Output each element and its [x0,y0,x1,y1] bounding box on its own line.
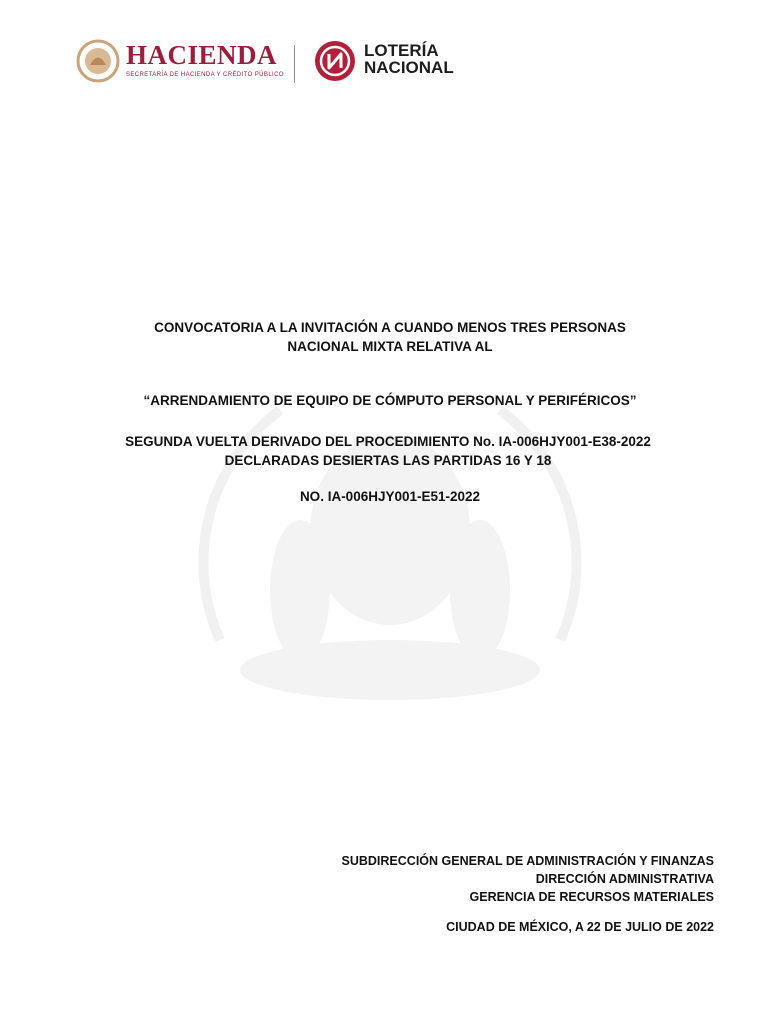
department-line-3: GERENCIA DE RECURSOS MATERIALES [469,890,714,904]
department-line-2: DIRECCIÓN ADMINISTRATIVA [535,872,714,886]
logo-divider [294,45,295,83]
title-line-1: CONVOCATORIA A LA INVITACIÓN A CUANDO MENOS TRES PERSONAS [154,320,626,335]
department-line-1: SUBDIRECCIÓN GENERAL DE ADMINISTRACIÓN Y FINANZAS [341,854,714,868]
title-line-2: NACIONAL MIXTA RELATIVA AL [287,339,493,354]
loteria-word: LOTERÍA [364,41,439,60]
loteria-nacional-logo-icon [314,40,356,82]
procedure-line-2: DECLARADAS DESIERTAS LAS PARTIDAS 16 Y 18 [224,453,552,468]
issuing-department [194,852,714,906]
letterhead [76,38,476,88]
place-and-date: CIUDAD DE MÉXICO, A 22 DE JULIO DE 2022 [446,920,714,934]
loteria-nacional-wordmark [364,42,454,76]
procedure-line-1: SEGUNDA VUELTA DERIVADO DEL PROCEDIMIENTO No. IA-006HJY001-E38-2022 [125,434,651,449]
nacional-word: NACIONAL [364,58,454,77]
hacienda-wordmark: HACIENDA [126,40,278,70]
procedure-number: NO. IA-006HJY001-E51-2022 [299,489,481,504]
hacienda-subtitle: SECRETARÍA DE HACIENDA Y CRÉDITO PÚBLICO [126,72,284,78]
procurement-subject: “ARRENDAMIENTO DE EQUIPO DE CÓMPUTO PERSONAL Y PERIFÉRICOS” [143,393,637,408]
procedure-reference [30,432,746,470]
document-title [40,318,740,356]
hacienda-seal-icon [76,38,120,84]
